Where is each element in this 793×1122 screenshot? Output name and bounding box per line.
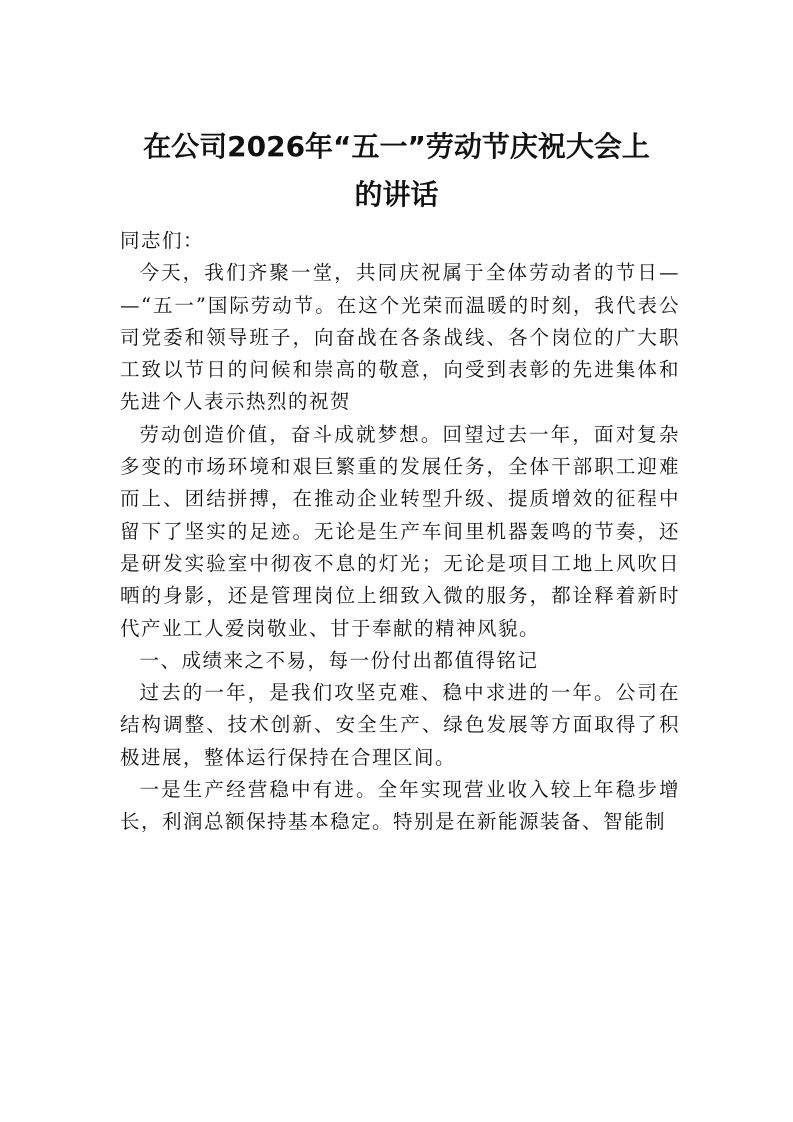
- paragraph-opening: 今天，我们齐聚一堂，共同庆祝属于全体劳动者的节日——“五一”国际劳动节。在这个光荣而温暖的时刻，我代表公司党委和领导班子，向奋战在各条战线、各个岗位的广大职工致以节日的问候和崇高的敬意，向受到表彰的先进集体和先进个人表示热烈的祝贺: [120, 261, 680, 414]
- paragraph-point-1: 一是生产经营稳中有进。全年实现营业收入较上年稳步增长，利润总额保持基本稳定。特别是在新能源装备、智能制: [120, 778, 680, 834]
- paragraph-summary: 过去的一年，是我们攻坚克难、稳中求进的一年。公司在结构调整、技术创新、安全生产、绿色发展等方面取得了积极进展，整体运行保持在合理区间。: [120, 681, 680, 769]
- document-body: [120, 225, 680, 839]
- paragraph-review: 劳动创造价值，奋斗成就梦想。回望过去一年，面对复杂多变的市场环境和艰巨繁重的发展任务，全体干部职工迎难而上、团结拼搏，在推动企业转型升级、提质增效的征程中留下了坚实的足迹。无论是生产车间里机器轰鸣的节奏，还是研发实验室中彻夜不息的灯光；无论是项目工地上风吹日晒的身影，还是管理岗位上细致入微的服务，都诠释着新时代产业工人爱岗敬业、甘于奉献的精神风貌。: [120, 422, 680, 640]
- section-heading-1: 一、成绩来之不易，每一份付出都值得铭记: [139, 648, 539, 672]
- document-title-line-2: 的讲话: [354, 178, 439, 211]
- document-title-line-1: 在公司2026年“五一”劳动节庆祝大会上: [143, 130, 650, 163]
- salutation: 同志们：: [120, 229, 205, 252]
